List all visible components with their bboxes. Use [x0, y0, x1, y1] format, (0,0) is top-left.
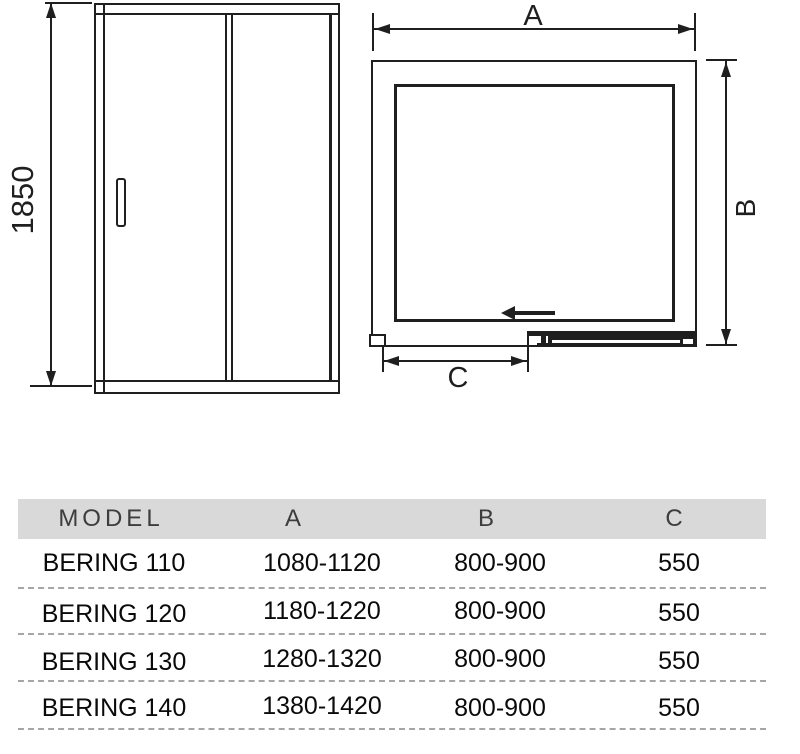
height-dimension-ext-bottom	[30, 385, 92, 387]
front-view-outer-frame	[94, 3, 340, 394]
cell-a: 1380-1420	[262, 692, 382, 720]
opening-dimension-ext-right	[527, 333, 529, 372]
door-handle	[116, 178, 126, 227]
depth-dimension-arrow-up-icon	[721, 62, 731, 77]
cell-model: BERING 140	[41, 694, 187, 722]
plan-view-sliding-door-panel	[548, 336, 697, 347]
opening-dimension-arrow-right-icon	[511, 356, 526, 366]
cell-a: 1080-1120	[263, 549, 381, 577]
table-header-model: MODEL	[58, 505, 164, 532]
width-dimension-ext-right	[694, 13, 696, 51]
cell-a: 1180-1220	[263, 597, 381, 625]
opening-dimension-arrow-left-icon	[384, 356, 399, 366]
opening-dimension-label: C	[447, 362, 469, 394]
width-dimension-label: A	[523, 0, 543, 32]
front-view-left-post	[103, 5, 105, 392]
cell-c: 550	[658, 647, 700, 675]
table-row-separator	[18, 680, 766, 682]
cell-model: BERING 110	[42, 549, 186, 577]
front-view-bottom-rail	[96, 380, 338, 382]
width-dimension-arrow-right-icon	[678, 24, 693, 34]
cell-model: BERING 120	[41, 600, 187, 628]
front-view-right-post	[329, 13, 332, 382]
cell-c: 550	[658, 694, 700, 722]
table-row-separator	[18, 633, 766, 635]
height-dimension-arrow-down-icon	[46, 371, 56, 386]
plan-view-door-edge-stem	[541, 335, 546, 343]
table-header-a: A	[284, 505, 301, 532]
front-view-panel-divider-left	[225, 13, 227, 380]
width-dimension-ext-left	[372, 13, 374, 51]
cell-a: 1280-1320	[262, 645, 382, 673]
height-dimension-label: 1850	[5, 165, 40, 235]
plan-view-door-glass-line	[552, 340, 680, 343]
width-dimension-arrow-left-icon	[375, 24, 390, 34]
depth-dimension-ext-bottom	[706, 344, 737, 346]
depth-dimension-arrow-down-icon	[721, 329, 731, 344]
height-dimension-arrow-up-icon	[46, 3, 56, 18]
table-header-c: C	[665, 505, 683, 532]
cell-c: 550	[658, 599, 700, 627]
table-header-b: B	[477, 505, 494, 532]
front-view-top-rail	[96, 13, 338, 15]
cell-b: 800-900	[454, 597, 546, 625]
plan-view-door-handle	[682, 338, 694, 345]
depth-dimension-label: B	[730, 198, 761, 218]
plan-view-wall-profile	[369, 334, 386, 347]
height-dimension-line	[50, 4, 52, 385]
cell-model: BERING 130	[41, 648, 187, 676]
cell-b: 800-900	[454, 694, 546, 722]
table-row-separator	[18, 587, 766, 589]
cell-b: 800-900	[454, 549, 546, 577]
plan-view-shower-tray	[394, 84, 675, 322]
slide-direction-arrow-shaft	[514, 311, 555, 315]
cell-b: 800-900	[454, 645, 546, 673]
depth-dimension-ext-top	[706, 59, 737, 61]
depth-dimension-line	[725, 61, 727, 345]
table-row-separator	[18, 728, 766, 730]
front-view-panel-divider-right	[231, 13, 233, 380]
slide-direction-arrow-icon	[501, 306, 515, 320]
cell-c: 550	[658, 549, 700, 577]
